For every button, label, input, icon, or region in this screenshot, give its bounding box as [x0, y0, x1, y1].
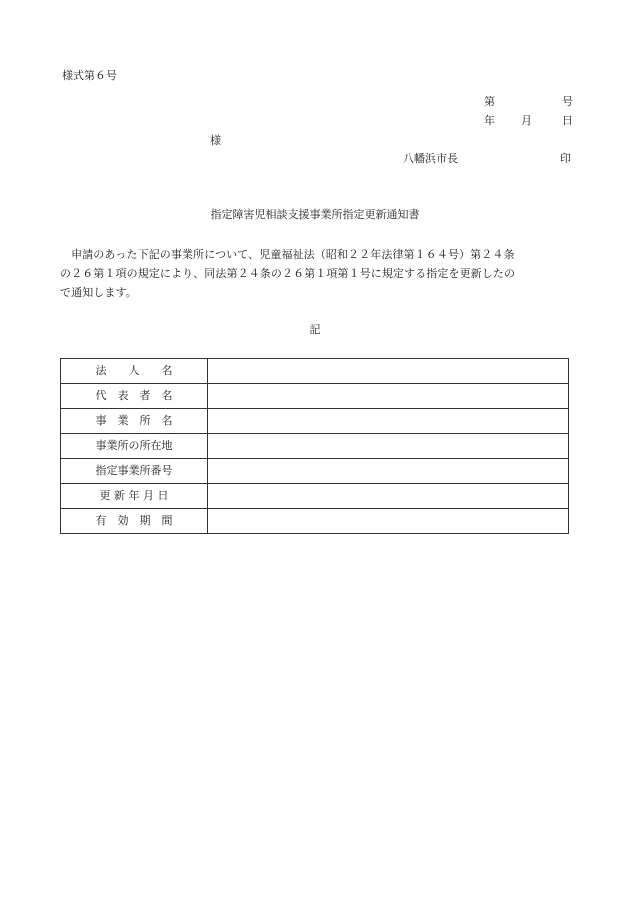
issue-number-label: 第	[484, 95, 495, 108]
label-text: 法 人 名	[95, 364, 173, 377]
body-paragraph	[60, 245, 574, 302]
label-text: 事業所の所在地	[95, 439, 173, 452]
table-row	[61, 409, 569, 434]
row-label-corporation-name	[61, 359, 208, 384]
row-label-validity-period	[61, 509, 208, 534]
value-corporation-name	[208, 359, 569, 384]
label-text: 更 新 年 月 日	[99, 489, 169, 502]
table-row	[61, 484, 569, 509]
table-row	[61, 459, 569, 484]
record-mark: 記	[309, 323, 321, 336]
label-text: 有 効 期 間	[95, 514, 173, 527]
row-label-office-name	[61, 409, 208, 434]
body-line: で通知します。	[60, 286, 137, 299]
label-text: 指定事業所番号	[95, 464, 173, 477]
details-table	[60, 358, 569, 534]
table-row	[61, 509, 569, 534]
date-year-label: 年	[484, 114, 495, 127]
value-validity-period	[208, 509, 569, 534]
issuer-name: 八幡浜市長	[403, 152, 458, 165]
row-label-office-number	[61, 459, 208, 484]
form-number: 様式第６号	[62, 69, 117, 82]
addressee-honorific: 様	[210, 134, 221, 147]
seal-mark: 印	[560, 152, 571, 165]
value-renewal-date	[208, 484, 569, 509]
date-month-label: 月	[521, 114, 532, 127]
body-line: 申請のあった下記の事業所について、児童福祉法（昭和２２年法律第１６４号）第２４条	[60, 248, 515, 261]
label-text: 代 表 者 名	[95, 389, 173, 402]
row-label-renewal-date	[61, 484, 208, 509]
value-representative-name	[208, 384, 569, 409]
value-office-name	[208, 409, 569, 434]
value-office-number	[208, 459, 569, 484]
row-label-office-address	[61, 434, 208, 459]
value-office-address	[208, 434, 569, 459]
issue-number-suffix: 号	[562, 95, 573, 108]
body-line: の２６第１項の規定により、同法第２４条の２６第１項第１号に規定する指定を更新したの	[60, 267, 516, 280]
table-row	[61, 359, 569, 384]
row-label-representative-name	[61, 384, 208, 409]
date-day-label: 日	[562, 114, 573, 127]
document-title: 指定障害児相談支援事業所指定更新通知書	[210, 208, 420, 221]
table-row	[61, 434, 569, 459]
table-row	[61, 384, 569, 409]
label-text: 事 業 所 名	[95, 414, 173, 427]
